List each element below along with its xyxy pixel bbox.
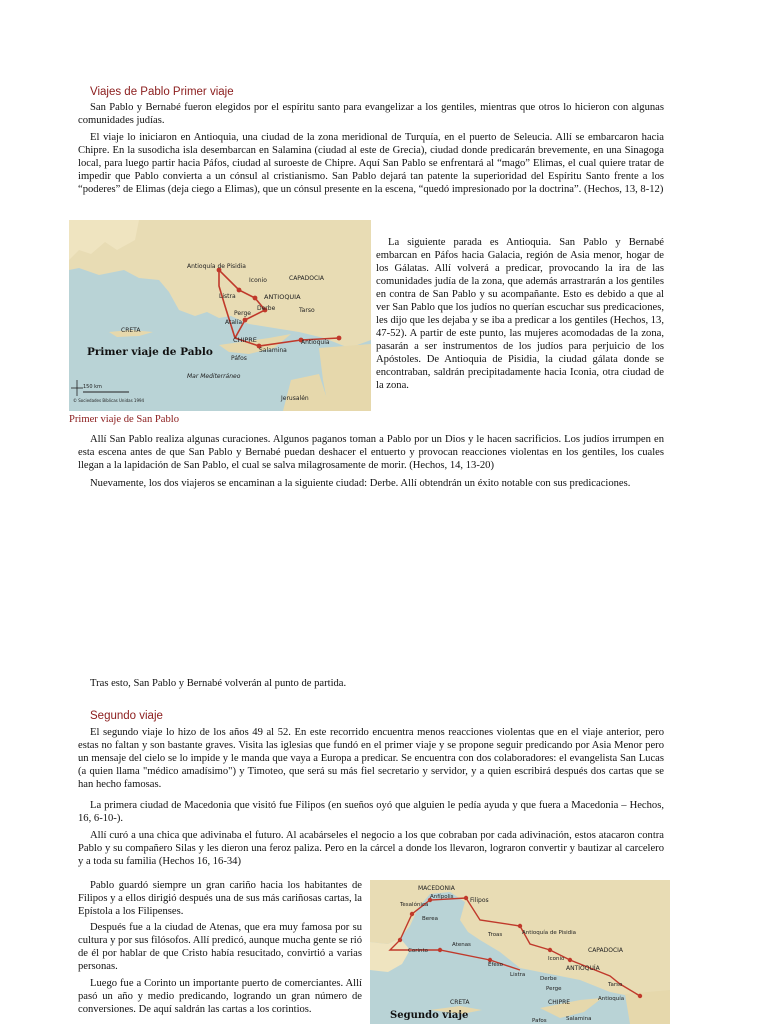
paragraph: Nuevamente, los dos viajeros se encaminan a la siguiente ciudad: Derbe. Allí obtendrán un éxito notable con sus predicaciones. [90,478,631,489]
city-marker [518,924,522,928]
compass-icon [71,380,83,396]
map-label: Éfeso [488,962,504,968]
map-segundo-viaje-graphic [370,880,670,1024]
map-label: Perge [546,986,562,992]
map-label: Anfípolis [430,894,454,900]
city-marker [337,336,342,341]
city-marker [464,896,468,900]
city-marker [568,958,572,962]
map-label: Listra [510,972,526,978]
city-marker [398,938,402,942]
paragraph: El segundo viaje lo hizo de los años 49 al 52. En este recorrido encuentra menos reacciones violentas que en el viaje anterior, pero estas no faltan y son bastante graves. Visita las iglesias que fundó en el primer viaje y se propone seguir predicando por Asia Menor pero un mensaje del cielo se lo impide y le manda que vaya a Europa a predicar. Se encuentra con dos colaboradores: el evangelista San Lucas (a quien llama "médico amadísimo") y Timoteo, que será su más fiel secretario y servidor, y a quien escribirá después dos cartas que se han hecho famosas. [78,727,664,790]
map-label: Jerusalén [281,395,309,402]
map-label: CRETA [450,999,470,1006]
map-label: Tarso [608,982,623,988]
map-label: Atenas [452,942,471,948]
map-label: Salamina [259,347,287,354]
section-heading-primer-viaje: Viajes de Pablo Primer viaje [90,86,234,98]
paragraph: Pablo guardó siempre un gran cariño hacia los habitantes de Filipos y a ellos dirigió después una de sus más cariñosas cartas, la Epístola a los Filipenses. [78,880,362,917]
city-marker [243,318,248,323]
map-label: Corinto [408,948,429,954]
map-label: ANTIOQUÍA [566,965,600,972]
scale-bar [83,384,129,392]
city-marker [410,912,414,916]
map-label: Filipos [470,897,489,904]
map-label: Antioquía de Pisidia [187,263,246,270]
paragraph: Después fue a la ciudad de Atenas, que era muy famosa por su cultura y por sus filósofos. Allí predicó, aunque mucha gente se rió de él por hablar de que Cristo había resucitado, convirtió a varias personas. [78,922,362,972]
map-label: Berea [422,916,439,922]
map-label: Iconio [249,277,267,284]
map-label: MACEDONIA [418,885,455,892]
paragraph: Allí San Pablo realiza algunas curaciones. Algunos paganos toman a Pablo por un Dios y le hacen sacrificios. Los judíos irrumpen en esta escena antes de que San Pablo y Bernabé puedan deshacer el entuerto y provocan reacciones violentas en los gentiles, los cuales llegan a la lapidación de San Pablo, el cual se salva milagrosamente de morir. (Hechos, 14, 13-20) [78,434,664,471]
map-caption: Primer viaje de San Pablo [69,414,180,425]
map-label: Listra [219,293,236,300]
city-marker [638,994,642,998]
map-label: Mar Mediterráneo [187,373,241,380]
city-marker [237,288,242,293]
map-label: Antioquía [301,339,330,346]
map-segundo-viaje [370,880,670,1024]
map-label: CHIPRE [548,999,571,1006]
map-label: Salamina [566,1016,592,1022]
city-marker [253,296,258,301]
map-label: Pafos [532,1018,547,1024]
map-primer-viaje [69,220,371,411]
map-primer-viaje-graphic [69,220,371,411]
map-label: Derbe [540,976,557,982]
map-label: Tesalónica [400,902,429,908]
map-label: Tarso [299,307,315,314]
map-label: ANTIOQUIA [264,293,301,301]
map-label: Iconio [548,956,565,962]
map-label: CAPADOCIA [588,947,624,954]
map-label: CAPADOCIA [289,275,325,282]
map-title: Primer viaje de Pablo [87,346,213,358]
paragraph: La primera ciudad de Macedonia que visitó fue Filipos (en sueños oyó que alguien le pedía ayuda y que fuera a Macedonia – Hechos, 16, 6-10-). [78,800,664,824]
map-label: Antioquía [598,996,625,1002]
paragraph: San Pablo y Bernabé fueron elegidos por el espíritu santo para evangelizar a los gentiles, mientras que otros lo hicieron con algunas comunidades judías. [78,102,664,126]
paragraph: Luego fue a Corinto un importante puerto de comerciantes. Allí pasó un año y medio predicando, logrando un gran número de conversiones. De aquí saldrán las cartas a los corintios. [78,978,362,1015]
paragraph: Tras esto, San Pablo y Bernabé volverán al punto de partida. [90,678,347,689]
city-marker [438,948,442,952]
land-peloponeso [370,938,410,972]
map-label: Troas [488,932,503,938]
map-label: Derbe [257,305,276,312]
map-title: Segundo viaje [390,1010,469,1021]
map-label: Antioquía de Pisidia [522,930,577,936]
map-label: CHIPRE [233,336,257,344]
paragraph: El viaje lo iniciaron en Antioquia, una ciudad de la zona meridional de Turquía, en el puerto de Seleucia. Allí se embarcaron hacia Chipre. En la susodicha isla desembarcan en Salamina (ciudad al este de Grecia), ciudad donde predicarán brevemente, en una Sinagoga local, para luego partir hacia Páfos, ciudad al suroeste de Chipre. Aquí San Pablo se enfrentará al “mago” Elimas, el cual quiere tratar de impedir que Pablo convierta a un cónsul al cristianismo. San Pablo dejará tan patente la superioridad del Espíritu Santo frente a los “poderes” de Elimas (deja ciego a Elimas), que un cónsul presente en la escena, “quedó impresionado por la doctrina”. (Hechos, 13, 8-12) [78,132,664,195]
map-label: CRETA [121,327,141,334]
map-credit: © Sociedades Bíblicas Unidas 1994 [73,398,145,403]
map-label: Páfos [231,355,247,362]
map-label: Perge [234,310,251,317]
land-siria [625,990,670,1024]
map-label: Atalía [225,319,243,326]
city-marker [548,948,552,952]
paragraph: Allí curó a una chica que adivinaba el futuro. Al acabárseles el negocio a los que cobraban por cada adivinación, estos atacaron contra Pablo y su compañero Silas y les dieron una feroz paliza. Pero en la cárcel a donde los llevaron, lograron convertir y bautizar al carcelero y a toda su familia (Hechos 16, 16-34) [78,830,664,867]
land-asia-menor [370,880,670,998]
svg-text:150 km: 150 km [83,384,102,390]
paragraph-beside-map: La siguiente parada es Antioquia. San Pablo y Bernabé embarcan en Páfos hacia Galacia, región de Asia menor, hogar de los Gálatas. Allí volverá a predicar, provocando la ira de las comunidades judía de la zona, que además arrastrarán a los gentiles en contra de San Pablo y su acompañante. Esto es debido a que al ver San Pablo que los judíos no querían escuchar sus predicaciones, les dijo que les dejaba y se iba a predicar a los gentiles (Hechos, 13, 47-52). A partir de este punto, las mujeres acomodadas de la zona, pasarán a ser instrumentos de los judíos para perjuicio de los Apóstoles. De Antioquia de Pisidia, la ciudad gálata donde se encontraban, saldrán precipitadamente hacia Iconia, otra ciudad de la zona. [376,237,664,391]
section-heading-segundo-viaje: Segundo viaje [90,710,163,722]
